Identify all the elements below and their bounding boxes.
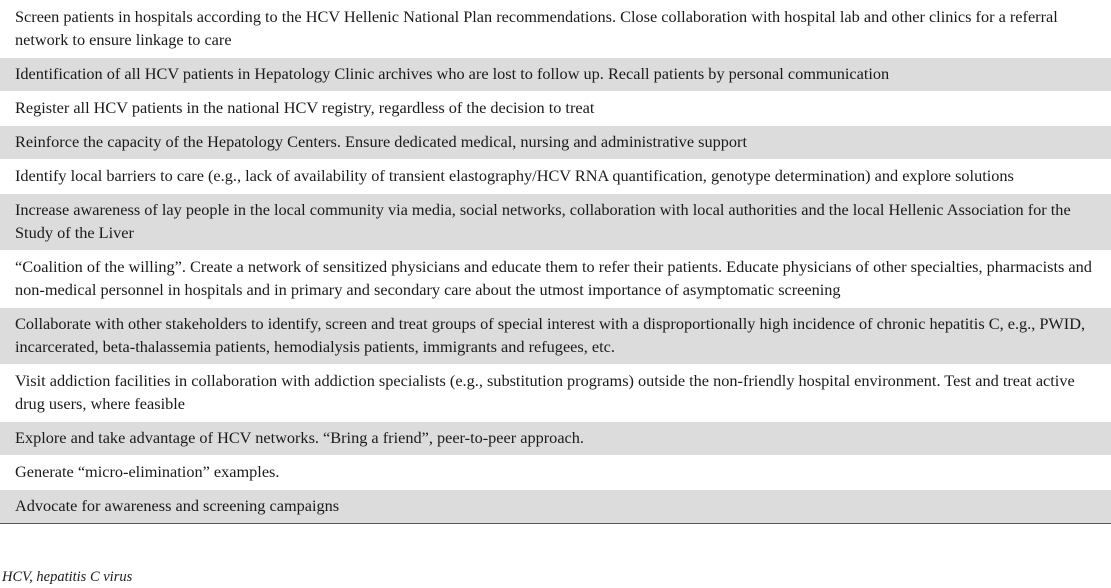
table-row [0,308,1111,365]
table-cell: Identify local barriers to care (e.g., lack of availability of transient elastography/HCV RNA quantification, genotype determination) and explore solutions [0,160,1111,194]
table-cell: “Coalition of the willing”. Create a network of sensitized physicians and educate them to refer their patients. Educate physicians of other specialties, pharmacists and non-medical personnel in hospitals and in primary and secondary care about the utmost importance of asymptomatic screening [0,251,1111,308]
table-row [0,92,1111,126]
table-cell: Advocate for awareness and screening campaigns [0,490,1111,524]
table-row [0,490,1111,524]
table-footnote: HCV, hepatitis C virus [2,569,133,585]
table-cell: Reinforce the capacity of the Hepatology Centers. Ensure dedicated medical, nursing and administrative support [0,126,1111,160]
table-row [0,126,1111,160]
table-cell: Register all HCV patients in the national HCV registry, regardless of the decision to treat [0,92,1111,126]
table-row [0,251,1111,308]
table-row [0,422,1111,456]
table-cell: Collaborate with other stakeholders to identify, screen and treat groups of special interest with a disproportionally high incidence of chronic hepatitis C, e.g., PWID, incarcerated, beta-thalassemia patients, hemodialysis patients, immigrants and refugees, etc. [0,308,1111,365]
table-cell: Increase awareness of lay people in the local community via media, social networks, collaboration with local authorities and the local Hellenic Association for the Study of the Liver [0,194,1111,251]
table-row [0,365,1111,422]
table-row [0,1,1111,58]
table-cell: Screen patients in hospitals according to the HCV Hellenic National Plan recommendations. Close collaboration with hospital lab and other clinics for a referral network to ensure linkage to care [0,1,1111,58]
table-row [0,160,1111,194]
table-row [0,58,1111,92]
table-cell: Explore and take advantage of HCV networks. “Bring a friend”, peer-to-peer approach. [0,422,1111,456]
table-cell: Identification of all HCV patients in Hepatology Clinic archives who are lost to follow up. Recall patients by personal communication [0,58,1111,92]
table-row [0,194,1111,251]
table-cell: Generate “micro-elimination” examples. [0,456,1111,490]
table-cell: Visit addiction facilities in collaboration with addiction specialists (e.g., substitution programs) outside the non-friendly hospital environment. Test and treat active drug users, where feasible [0,365,1111,422]
table-row [0,456,1111,490]
